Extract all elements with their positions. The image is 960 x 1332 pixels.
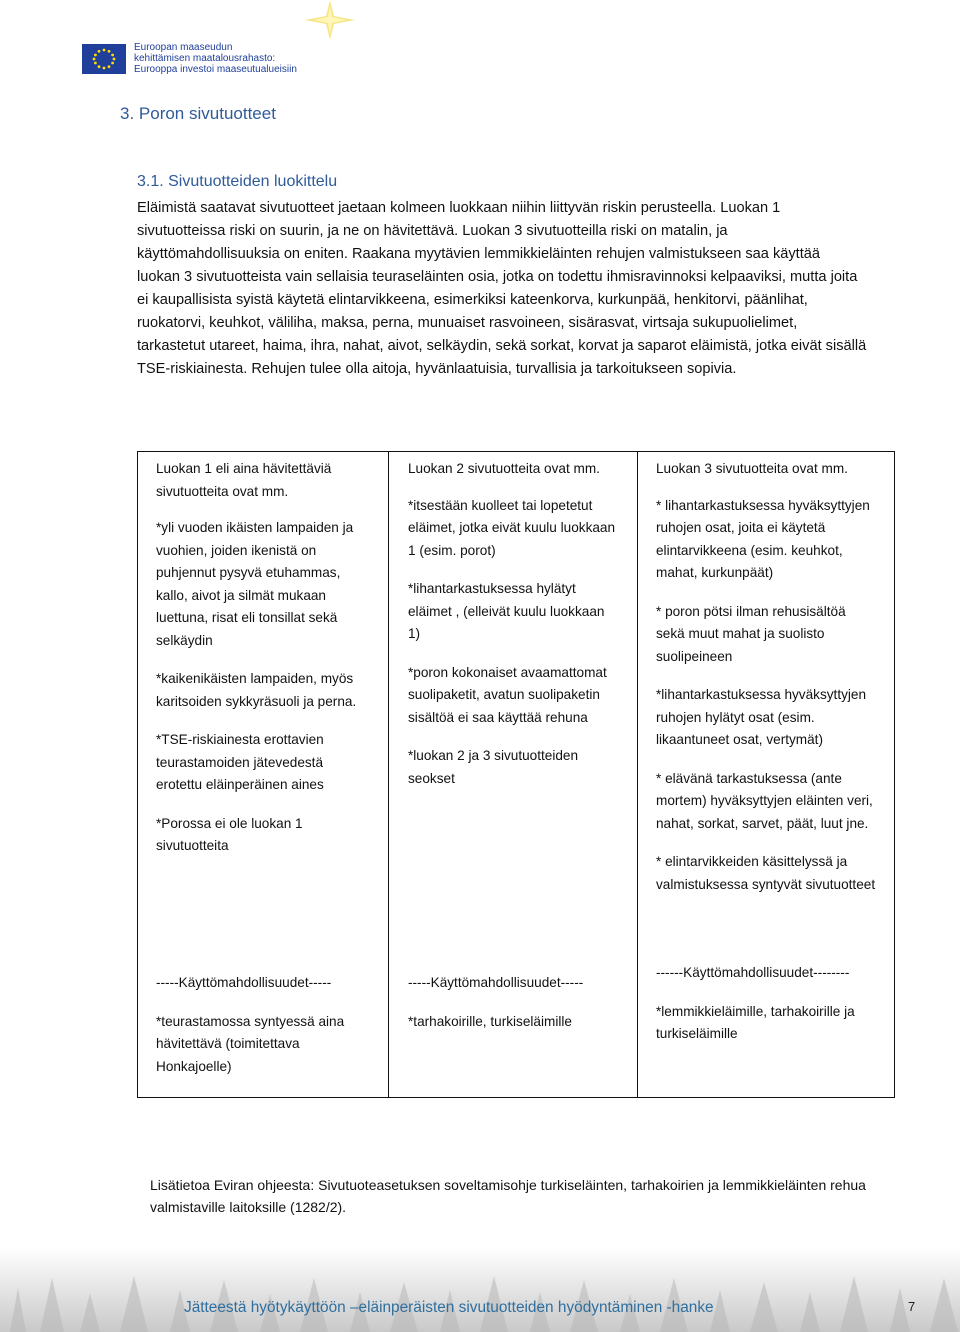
category-2-heading: Luokan 2 sivutuotteita ovat mm. (408, 461, 600, 476)
category-3-item: * elintarvikkeiden käsittelyssä ja valmistuksessa syntyvät sivutuotteet (656, 854, 876, 892)
category-1-uses (138, 972, 388, 1094)
star-logo-icon (300, 0, 360, 40)
footer-project-name: Jätteestä hyötykäyttöön –eläinperäisten sivutuotteiden hyödyntäminen -hanke (184, 1299, 714, 1316)
eu-line-3: Eurooppa investoi maaseutualueisiin (134, 64, 297, 75)
category-2-item: *lihantarkastuksessa hylätyt eläimet , (elleivät kuulu luokkaan 1) (408, 581, 605, 641)
category-2-column (389, 452, 638, 1097)
section-title: 3. Poron sivutuotteet (120, 104, 276, 123)
category-1-column (138, 452, 389, 1097)
category-2-item: *poron kokonaiset avaamattomat suolipaketit, avatun suolipaketin sisältöä ei saa käyttää rehuna (408, 664, 607, 725)
category-1-item: *Porossa ei ole luokan 1 sivutuotteita (156, 815, 303, 853)
category-3-item: * elävänä tarkastuksessa (ante mortem) hyväksyttyjen eläinten veri, nahat, sorkat, sarvet, päät, luut jne. (656, 770, 873, 831)
category-2-uses (389, 972, 637, 1049)
eu-line-1: Euroopan maaseudun (134, 42, 233, 53)
category-1-heading: Luokan 1 eli aina hävitettäviä sivutuotteita ovat mm. (156, 461, 332, 499)
category-3-column (638, 452, 896, 1097)
classification-table (137, 451, 895, 1098)
category-1-item: *kaikenikäisten lampaiden, myös karitsoiden sykkyräsuoli ja perna. (156, 671, 357, 709)
category-2-item: *luokan 2 ja 3 sivutuotteiden seokset (408, 748, 579, 786)
category-3-item: * poron pötsi ilman rehusisältöä sekä muut mahat ja suolisto suolipeineen (656, 603, 846, 664)
category-1-uses-text: *teurastamossa syntyessä aina hävitettävä (toimitettava Honkajoelle) (156, 1013, 345, 1074)
reindeer-silhouette-band (0, 1248, 960, 1332)
category-3-heading: Luokan 3 sivutuotteita ovat mm. (656, 461, 848, 476)
page-number: 7 (908, 1299, 916, 1314)
body-paragraph: Eläimistä saatavat sivutuotteet jaetaan kolmeen luokkaan niihin liittyvän riskin perusteella. Luokan 1 sivutuotteissa riski on suurin, ja ne on hävitettävä. Luokan 3 sivutuotteilla riski on matalin, ja käyttömahdollisuuksia on eniten. Raakana myytävien lemmikkieläinten rehujen valmistukseen saa käyttää luokan 3 sivutuotteista vain sellaisia teuraseläinten osia, jotka on todettu ihmisravinnoksi kelpaaviksi, mutta joita ei kaupallisista syistä käytetä elintarvikkeena, esimerkiksi kateenkorva, kurkunpää, henkitorvi, päänlihat, ruokatorvi, keuhkot, väliliha, maksa, perna, munuaiset rasvoineen, sisärasvat, virtsaja sukupuolielimet, tarkastetut utareet, haima, ihra, nahat, aivot, selkäydin, sekä sorkat, korvat ja saparot eläimistä, jotka eivät sisällä TSE-riskiainesta. Rehujen tulee olla aitoja, hyvänlaatuisia, turvallisia ja tarkoitukseen sopivia. (137, 200, 867, 377)
category-3-uses-heading: ------Käyttömahdollisuudet-------- (656, 965, 850, 980)
category-3-item: *lihantarkastuksessa hyväksyttyjen ruhojen hylätyt osat (esim. likaantuneet osat, vertymät) (656, 687, 867, 747)
category-3-uses-text: *lemmikkieläimille, tarhakoirille ja turkiseläimille (656, 1003, 855, 1041)
page-header (0, 0, 960, 80)
eu-funding-text (134, 42, 297, 75)
category-1-item: *TSE-riskiainesta erottavien teurastamoiden jätevedestä erotettu eläinperäinen aines (156, 732, 324, 792)
eu-flag-icon (82, 44, 126, 74)
category-2-item: *itsestään kuolleet tai lopetetut eläimet, jotka eivät kuulu luokkaan 1 (esim. porot) (408, 497, 616, 558)
category-1-item: *yli vuoden ikäisten lampaiden ja vuohien, joiden ikenistä on puhjennut pysyvä etuhammas, kallo, aivot ja silmät mukaan luettuna, risat eli tonsillat sekä selkäydin (156, 520, 354, 648)
category-3-item: * lihantarkastuksessa hyväksyttyjen ruhojen osat, joita ei käytetä elintarvikkeena (esim. keuhkot, mahat, kurkunpäät) (656, 497, 870, 580)
eu-line-2: kehittämisen maatalousrahasto: (134, 53, 276, 64)
subsection-title: 3.1. Sivutuotteiden luokittelu (137, 173, 338, 190)
category-1-uses-heading: -----Käyttömahdollisuudet----- (156, 975, 332, 990)
category-3-uses (638, 962, 896, 1062)
category-2-uses-text: *tarhakoirille, turkiseläimille (408, 1013, 572, 1029)
reference-note: Lisätietoa Eviran ohjeesta: Sivutuoteasetuksen soveltamisohje turkiseläinten, tarhakoirien ja lemmikkieläinten rehua valmistaville laitoksille (1282/2). (150, 1177, 866, 1215)
category-2-uses-heading: -----Käyttömahdollisuudet----- (408, 975, 584, 990)
